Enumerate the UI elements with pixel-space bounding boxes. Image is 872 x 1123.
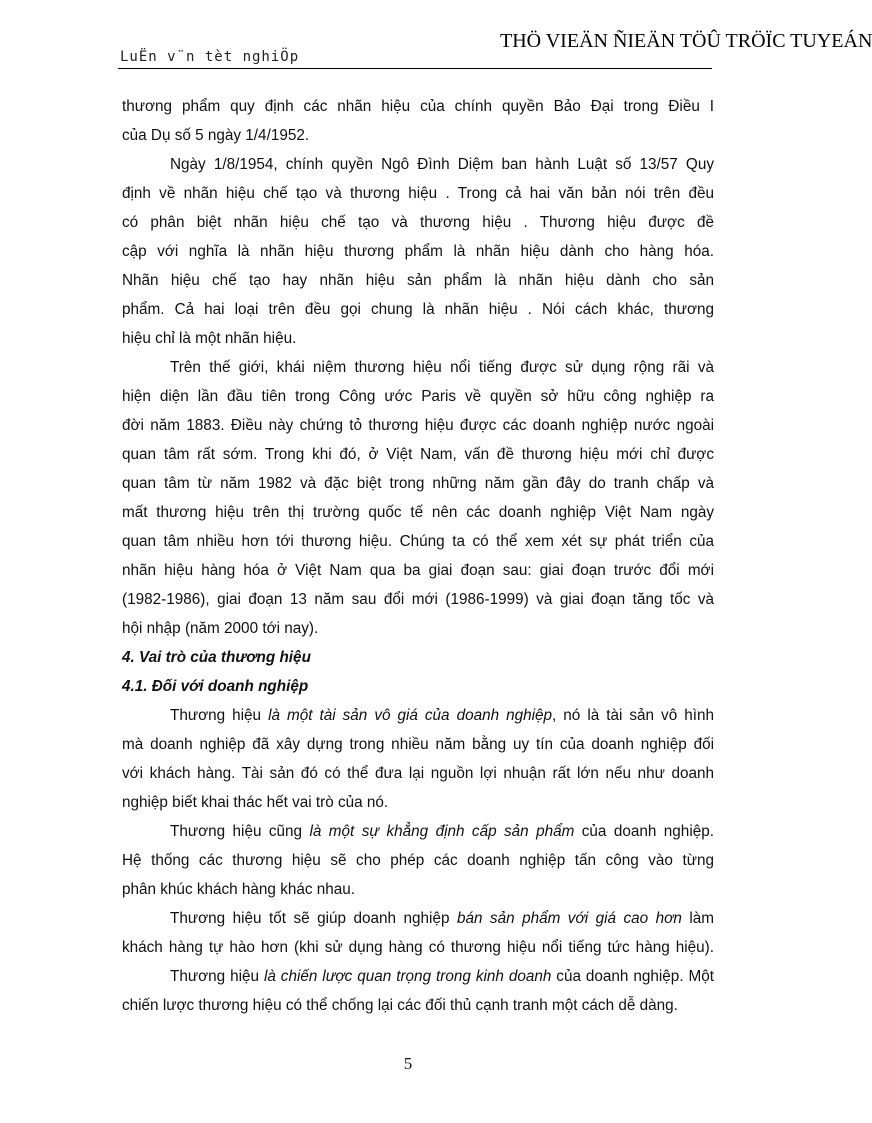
- emphasis-text: là một tài sản vô giá của doanh nghiệp: [268, 707, 553, 724]
- text-line: phẩm. Cả hai loại trên đều gọi chung là nhãn hiệu . Nói cách khác, thương: [122, 301, 714, 318]
- text-line: phân khúc khách hàng khác nhau.: [122, 881, 356, 898]
- text-line: nghiệp biết khai thác hết vai trò của nó.: [122, 794, 389, 811]
- text-span: làm: [681, 910, 714, 927]
- text-span: của doanh nghiệp. Một: [551, 968, 715, 985]
- text-line: có phân biệt nhãn hiệu chế tạo và thương hiệu . Thương hiệu được đề: [122, 214, 714, 231]
- text-line: nhãn hiệu hàng hóa ở Việt Nam qua ba giai đoạn sau: giai đoạn trước đổi mới: [122, 562, 714, 579]
- document-body: [122, 92, 714, 1020]
- text-span: của doanh nghiệp.: [574, 823, 714, 840]
- text-line: với khách hàng. Tài sản đó có thể đưa lại nguồn lợi nhuận rất lớn nếu như doanh: [122, 765, 714, 782]
- emphasis-text: là một sự khẳng định cấp sản phẩm: [309, 823, 575, 840]
- text-line: hội nhập (năm 2000 tới nay).: [122, 620, 319, 637]
- section-heading: 4.1. Đối với doanh nghiệp: [122, 678, 309, 695]
- text-line: định về nhãn hiệu chế tạo và thương hiệu . Trong cả hai văn bản nói trên đều: [122, 185, 714, 202]
- text-line: khách hàng tự hào hơn (khi sử dụng hàng có thương hiệu nổi tiếng tức hàng hiệu).: [122, 939, 714, 956]
- text-line: của Dụ số 5 ngày 1/4/1952.: [122, 127, 310, 144]
- text-line: Hệ thống các thương hiệu sẽ cho phép các doanh nghiệp tấn công vào từng: [122, 852, 714, 869]
- text-line: (1982-1986), giai đoạn 13 năm sau đổi mới (1986-1999) và giai đoạn tăng tốc và: [122, 591, 714, 608]
- text-line: mất thương hiệu trên thị trường quốc tế nên các doanh nghiệp Việt Nam ngày: [122, 504, 714, 521]
- text-line: [122, 904, 714, 933]
- text-line: Nhãn hiệu chế tạo hay nhãn hiệu sản phẩm là nhãn hiệu dành cho sản: [122, 272, 714, 289]
- text-span: Thương hiệu: [170, 707, 269, 724]
- text-line: hiệu chỉ là một nhãn hiệu.: [122, 330, 297, 347]
- header-right-title: THÖ VIEÄN ÑIEÄN TÖÛ TRÖÏC TUYEÁN: [500, 30, 872, 52]
- text-line: thương phẩm quy định các nhãn hiệu của chính quyền Bảo Đại trong Điều I: [122, 98, 714, 115]
- text-line: đời năm 1883. Điều này chứng tỏ thương hiệu được các doanh nghiệp nước ngoài: [122, 417, 714, 434]
- header-left-title: LuËn v¨n tèt nghiÖp: [120, 49, 300, 65]
- text-line: Ngày 1/8/1954, chính quyền Ngô Đình Diệm ban hành Luật số 13/57 Quy: [170, 156, 714, 173]
- text-line: hiện diện lần đầu tiên trong Công ước Paris về quyền sở hữu công nghiệp ra: [122, 388, 714, 405]
- text-line: quan tâm rất sớm. Trong khi đó, ở Việt Nam, vấn đề thương hiệu mới chỉ được: [122, 446, 714, 463]
- text-line: quan tâm từ năm 1982 và đặc biệt trong những năm gần đây do tranh chấp và: [122, 475, 714, 492]
- page-number: 5: [403, 1054, 413, 1073]
- text-line: mà doanh nghiệp đã xây dựng trong nhiều năm bằng uy tín của doanh nghiệp đối: [122, 736, 714, 753]
- text-line: chiến lược thương hiệu có thể chống lại các đối thủ cạnh tranh một cách dễ dàng.: [122, 997, 678, 1014]
- text-line: cập với nghĩa là nhãn hiệu thương phẩm là nhãn hiệu dành cho hàng hóa.: [122, 243, 714, 260]
- emphasis-text: là chiến lược quan trọng trong kinh doanh: [263, 968, 552, 985]
- text-span: Thương hiệu: [170, 968, 264, 985]
- text-span: Thương hiệu tốt sẽ giúp doanh nghiệp: [170, 910, 457, 927]
- section-heading: 4. Vai trò của thương hiệu: [122, 649, 311, 666]
- header-divider: [118, 68, 712, 69]
- emphasis-text: bán sản phẩm với giá cao hơn: [456, 910, 682, 927]
- text-line: [122, 701, 714, 730]
- text-line: quan tâm nhiều hơn tới thương hiệu. Chúng ta có thể xem xét sự phát triển của: [122, 533, 714, 550]
- text-line: [122, 817, 714, 846]
- text-span: Thương hiệu cũng: [170, 823, 310, 840]
- text-span: , nó là tài sản vô hình: [552, 707, 714, 724]
- text-line: [122, 962, 714, 991]
- text-line: Trên thế giới, khái niệm thương hiệu nổi tiếng được sử dụng rộng rãi và: [170, 359, 714, 376]
